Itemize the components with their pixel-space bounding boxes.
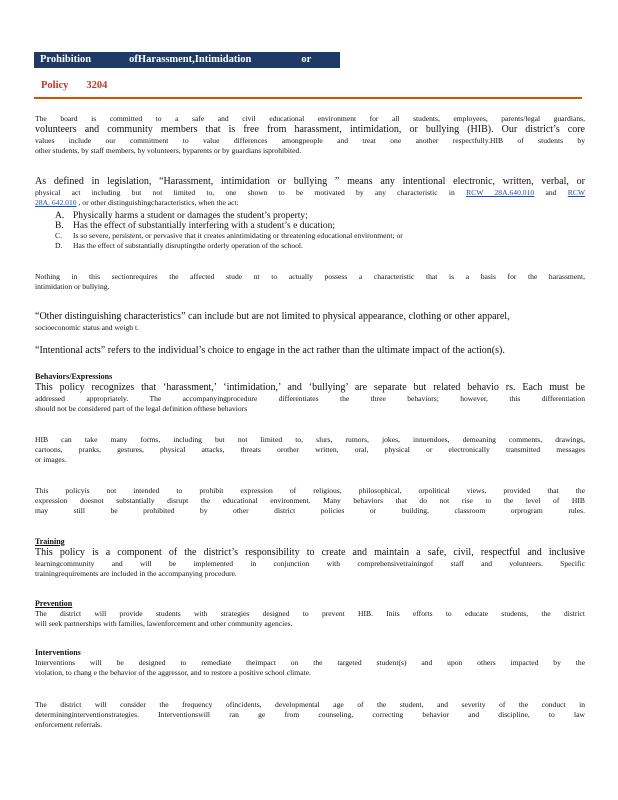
- text-line: values include our commitment to value differences amongpeople and treat one another respectfully.HIB of students by: [35, 136, 585, 145]
- text-line: The district will provide students with strategies designed to prevent HIB. Inits efforts to educate students, the district: [35, 609, 585, 618]
- text-segment: physical act including but not limited to, one shown to be motivated by any characteristic in: [35, 188, 455, 197]
- intentional-acts-paragraph: [35, 346, 585, 356]
- text-segment: , or other distinguishingcharacteristics, when the act:: [78, 198, 239, 207]
- list-marker: D.: [55, 241, 63, 250]
- text-line: [35, 188, 585, 198]
- text-line: As defined in legislation, “Harassment, intimidation or bullying ” means any intentional electronic, written, verbal, or: [35, 176, 585, 187]
- text-line: “Intentional acts” refers to the individual’s choice to engage in the act rather than the ultimate impact of the action(s).: [35, 345, 505, 356]
- other-characteristics-paragraph: [35, 310, 585, 333]
- intro-paragraph: [35, 114, 585, 156]
- text-line: other students, by staff members, by volunteers, byparents or by guardians isprohibited.: [35, 146, 302, 155]
- prevention-heading: Prevention: [35, 599, 73, 608]
- policy-number-value: 3204: [86, 80, 108, 91]
- text-line: intimidation or bullying.: [35, 282, 110, 291]
- text-line: will seek partnerships with families, lawenforcement and other community agencies.: [35, 619, 293, 628]
- text-line: The board is committed to a safe and civil educational environment for all students, employees, parents/legal guardians,: [35, 114, 585, 123]
- text-line: This policyis not intended to prohibit expression of religious, philosophical, orpolitical views, provided that the: [35, 486, 585, 495]
- behaviors-forms-paragraph: [35, 435, 585, 465]
- list-item-text: Physically harms a student or damages the student’s property;: [73, 211, 308, 221]
- text-line: should not be considered part of the legal definition ofthese behaviors: [35, 404, 248, 413]
- text-line: socioeconomic status and weigh t.: [35, 323, 139, 332]
- rcw-link-2-cont[interactable]: 28A. 642.010: [35, 198, 77, 207]
- section-heading: Behaviors/Expressions: [35, 372, 113, 381]
- list-marker: B.: [55, 221, 64, 231]
- list-item: [55, 241, 575, 251]
- section-heading: [35, 537, 585, 547]
- policy-number: [41, 80, 107, 91]
- text-line: learningcommunity and will be implemented in conjunction with comprehensivetrainingof staff and volunteers. Specific: [35, 559, 585, 568]
- title-word-3: or Bullying: [40, 54, 312, 81]
- section-heading: Interventions: [35, 648, 81, 657]
- rcw-link-1[interactable]: RCW 28A.640.010: [466, 188, 535, 197]
- training-section: [35, 537, 585, 579]
- definition-list: [55, 211, 575, 251]
- text-line: expression doesnot substantially disrupt the educational environment. Many behaviors that do not rise to the level of HIB: [35, 496, 585, 505]
- list-marker: A.: [55, 211, 65, 221]
- text-line: volunteers and community members that is free from harassment, intimidation, or bullying (HIB). Our district’s core: [35, 124, 585, 135]
- policy-title-bar: [34, 52, 340, 81]
- list-item-text: Has the effect of substantially interfering with a student’s e ducation;: [73, 221, 336, 231]
- list-item-text: Has the effect of substantially disruptingthe orderly operation of the school.: [73, 241, 303, 250]
- title-word-2: ofHarassment,Intimidation: [129, 54, 252, 65]
- text-line: HIB can take many forms, including but not limited to, slurs, rumors, jokes, innuendoes, demeaning comments, drawings,: [35, 435, 585, 444]
- definition-note: [35, 272, 585, 292]
- list-item-text: Is so severe, persistent, or pervasive that it creates anintimidating or threatening educational environment; or: [73, 231, 403, 240]
- text-segment: and: [545, 188, 557, 197]
- interventions-section: [35, 648, 585, 678]
- list-marker: C.: [55, 231, 62, 240]
- list-item: [55, 211, 575, 221]
- text-line: may still be prohibited by other district policies or building, classroom orprogram rules.: [35, 506, 585, 515]
- header-divider: [34, 97, 582, 99]
- rcw-link-2[interactable]: RCW: [567, 188, 586, 197]
- text-line: [35, 198, 585, 208]
- title-word-1: Prohibition: [40, 54, 92, 65]
- text-line: Nothing in this sectionrequires the affected stude nt to actually possess a characteristic that is a basis for the harassment,: [35, 272, 585, 281]
- behaviors-section: [35, 372, 585, 414]
- text-line: addressed appropriately. The accompanyingprocedure differentiates the three behaviors; however, this differentiation: [35, 394, 585, 403]
- text-line: This policy recognizes that ‘harassment,’ ‘intimidation,’ and ‘bullying’ are separate but related behavio rs. Each must be: [35, 382, 585, 393]
- text-line: trainingrequirements are included in the accompanying procedure.: [35, 569, 237, 578]
- text-line: This policy is a component of the district’s responsibility to create and maintain a safe, civil, respectful and inclusive: [35, 547, 585, 558]
- text-line: cartoons, pranks, gestures, physical attacks, threats orother written, oral, physical or electronically transmitted messages: [35, 445, 585, 454]
- text-line: determininginterventionstrategies. Interventionswill ran ge from counseling, correcting behavior and discipline, to law: [35, 710, 585, 719]
- behaviors-expression-paragraph: [35, 486, 585, 516]
- definition-paragraph: [35, 175, 585, 208]
- text-line: violation, to chang e the behavior of the aggressor, and to restore a positive school climate.: [35, 668, 311, 677]
- text-line: “Other distinguishing characteristics” can include but are not limited to physical appearance, clothing or other apparel,: [35, 311, 510, 322]
- text-line: enforcement referrals.: [35, 720, 103, 729]
- policy-label: Policy: [41, 80, 69, 91]
- list-item: [55, 231, 575, 241]
- interventions-paragraph-2: [35, 700, 585, 730]
- text-line: Interventions will be designed to remediate theimpact on the targeted student(s) and upon others impacted by the: [35, 658, 585, 667]
- section-heading: [35, 599, 585, 609]
- training-heading: Training: [35, 537, 65, 546]
- text-line: or images.: [35, 455, 67, 464]
- prevention-section: [35, 599, 585, 629]
- list-item: [55, 221, 575, 231]
- text-line: The district will consider the frequency ofincidents, developmental age of the student, and severity of the conduct in: [35, 700, 585, 709]
